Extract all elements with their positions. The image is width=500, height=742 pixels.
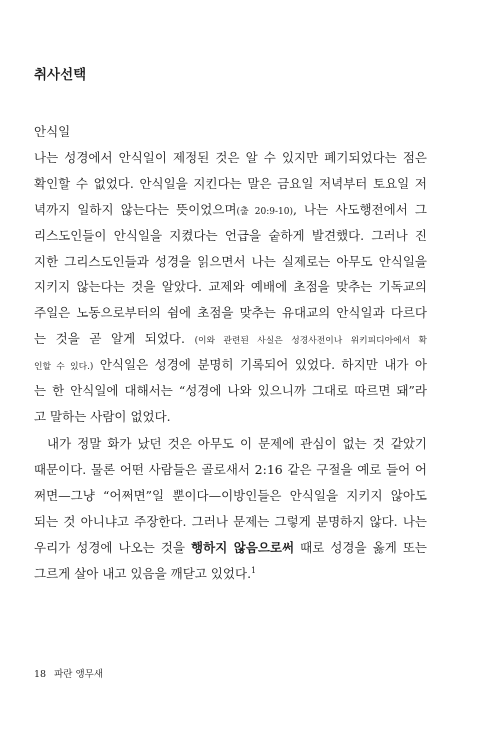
scripture-reference: (출 20:9-10) — [236, 207, 293, 217]
body-line-11: 고 말하는 사람이 없었다. — [34, 409, 171, 424]
text: 안식일은 성경에 분명히 기록되어 있었다. 하지만 내가 아 — [93, 357, 427, 372]
text: 는 것을 곧 알게 되었다. — [34, 331, 195, 346]
text: 녁까지 일하지 않는다는 뜻이었으며 — [34, 202, 237, 217]
body-line-10: 는 한 안식일에 대해서는 “성경에 나와 있으니까 그대로 따르면 돼”라 — [34, 383, 427, 398]
book-title: 파란 앵무새 — [54, 669, 103, 680]
body-line-17 — [34, 564, 256, 584]
text: 우리가 성경에 나오는 것을 — [34, 540, 192, 555]
page-footer — [34, 669, 103, 681]
parenthetical-note: (이와 관련된 사실은 성경사전이나 위키피디아에서 확 — [194, 336, 427, 346]
body-line-15: 되는 것 아니냐고 주장한다. 그러나 문제는 그렇게 분명하지 않다. 나는 — [34, 514, 427, 529]
page-number: 18 — [34, 669, 47, 680]
body-line-16 — [34, 538, 427, 558]
body-line-8 — [34, 329, 427, 349]
emphasis-text: 행하지 않음으로써 — [191, 540, 295, 555]
body-line-6: 지키지 않는다는 것을 알았다. 교제와 예배에 초점을 맞추는 기독교의 — [34, 279, 427, 294]
text: 때로 성경을 옳게 또는 — [294, 540, 427, 555]
body-line-5: 지한 그리스도인들과 성경을 읽으면서 나는 실제로는 아무도 안식일을 — [34, 254, 427, 269]
body-line-13: 때문이다. 물론 어떤 사람들은 골로새서 2:16 같은 구절을 예로 들어 어 — [34, 462, 427, 477]
body-line-7: 주일은 노동으로부터의 쉼에 초점을 맞추는 유대교의 안식일과 다르다 — [34, 305, 427, 320]
parenthetical-note: 인할 수 있다.) — [34, 362, 94, 372]
body-line-4: 리스도인들이 안식일을 지켰다는 언급을 숱하게 발견했다. 그러나 진 — [34, 228, 427, 243]
text: 그르게 살아 내고 있음을 깨닫고 있었다. — [34, 566, 252, 581]
section-title: 취사선택 — [34, 67, 87, 83]
body-line-14: 쩌면—그냥 “어쩌면”일 뿐이다—이방인들은 안식일을 지키지 않아도 — [34, 488, 427, 503]
text: , 나는 사도행전에서 그 — [292, 202, 427, 217]
footnote-marker: 1 — [251, 565, 257, 575]
body-line-9 — [34, 355, 427, 375]
body-line-3 — [34, 200, 427, 220]
body-line-1: 나는 성경에서 안식일이 제정된 것은 알 수 있지만 폐기되었다는 점은 — [34, 150, 427, 165]
body-line-12: 내가 정말 화가 났던 것은 아무도 이 문제에 관심이 없는 것 같았기 — [47, 436, 427, 451]
subsection-title: 안식일 — [34, 124, 71, 139]
body-line-2: 확인할 수 없었다. 안식일을 지킨다는 말은 금요일 저녁부터 토요일 저 — [34, 176, 427, 191]
